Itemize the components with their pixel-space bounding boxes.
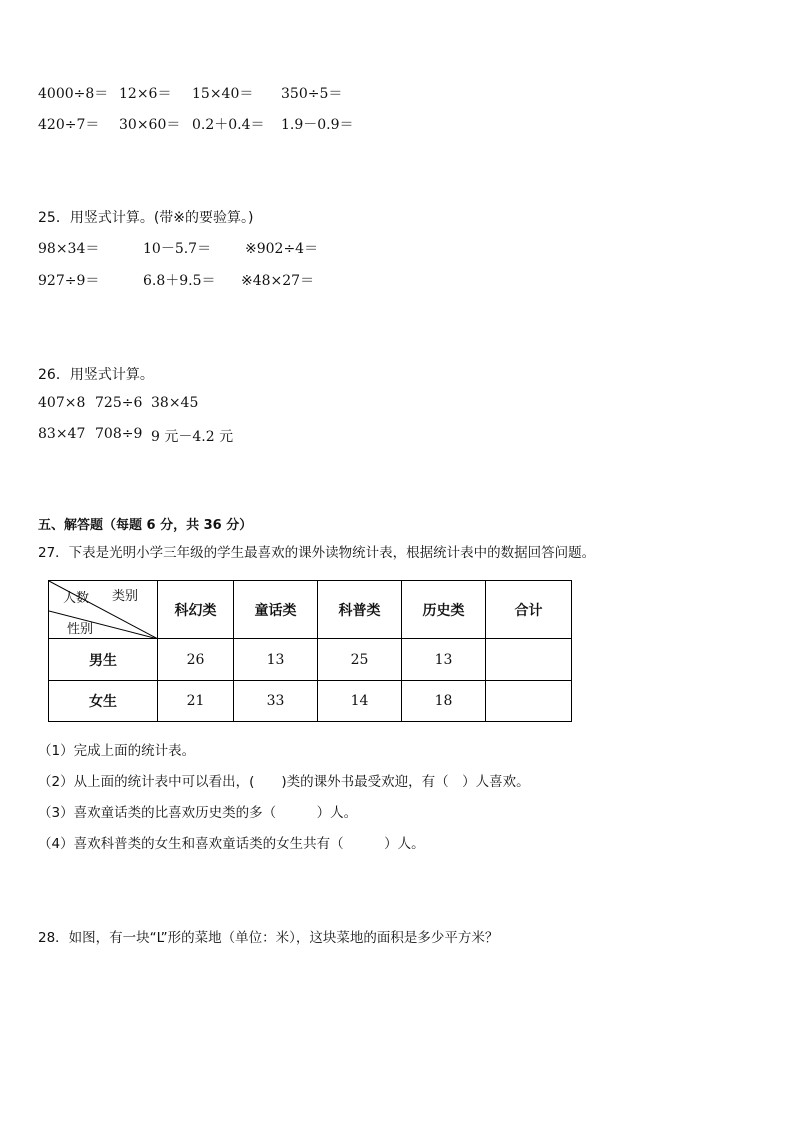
table-cell: 25 — [318, 639, 402, 681]
oral-problem: 15×40＝ — [192, 86, 254, 102]
table-corner-cell — [49, 581, 158, 639]
q27-subquestion-2: （2）从上面的统计表中可以看出，( )类的课外书最受欢迎，有（ ）人喜欢。 — [38, 774, 530, 790]
q26-problem: 725÷6 — [95, 395, 143, 411]
section-heading: 五、解答题（每题 6 分，共 36 分） — [38, 518, 253, 533]
oral-problem: 4000÷8＝ — [38, 86, 109, 102]
q27-subquestion-3: （3）喜欢童话类的比喜欢历史类的多（ ）人。 — [38, 805, 358, 821]
table-row — [49, 681, 572, 722]
q25-problem: ※902÷4＝ — [245, 241, 319, 257]
corner-label-gender: 性别 — [67, 622, 94, 637]
oral-problem: 350÷5＝ — [281, 86, 343, 102]
q26-problem: 83×47 — [38, 426, 86, 442]
q26-problem: 9 元－4.2 元 — [151, 429, 234, 445]
q25-problem: ※48×27＝ — [241, 273, 315, 289]
q27-title: 27．下表是光明小学三年级的学生最喜欢的课外读物统计表，根据统计表中的数据回答问题。 — [38, 545, 596, 561]
table-cell: 14 — [318, 681, 402, 722]
table-cell: 18 — [402, 681, 486, 722]
table-header-cell: 科普类 — [318, 581, 402, 639]
table-cell: 33 — [234, 681, 318, 722]
oral-problem: 30×60＝ — [119, 117, 181, 133]
oral-problem: 1.9－0.9＝ — [281, 117, 354, 133]
table-cell-total[interactable] — [486, 639, 572, 681]
q25-title: 25．用竖式计算。(带※的要验算。) — [38, 210, 254, 226]
table-cell: 26 — [158, 639, 234, 681]
q25-problem: 10－5.7＝ — [143, 241, 212, 257]
corner-label-category: 类别 — [112, 589, 139, 604]
q25-problem: 98×34＝ — [38, 241, 100, 257]
q26-problem: 38×45 — [151, 395, 199, 411]
table-header-row — [49, 581, 572, 639]
table-header-cell: 合计 — [486, 581, 572, 639]
table-cell: 21 — [158, 681, 234, 722]
table-header-cell: 童话类 — [234, 581, 318, 639]
stats-table — [48, 580, 572, 722]
table-cell-total[interactable] — [486, 681, 572, 722]
table-cell: 13 — [234, 639, 318, 681]
table-row-label: 女生 — [49, 681, 158, 722]
q27-subquestion-4: （4）喜欢科普类的女生和喜欢童话类的女生共有（ ）人。 — [38, 836, 425, 852]
q28-title: 28．如图，有一块“L”形的菜地（单位：米），这块菜地的面积是多少平方米？ — [38, 930, 499, 946]
oral-problem: 12×6＝ — [119, 86, 172, 102]
q26-title: 26．用竖式计算。 — [38, 367, 154, 383]
q26-problem: 407×8 — [38, 395, 86, 411]
table-header-cell: 历史类 — [402, 581, 486, 639]
oral-problem: 420÷7＝ — [38, 117, 100, 133]
table-cell: 13 — [402, 639, 486, 681]
table-row — [49, 639, 572, 681]
corner-label-count: 人数 — [63, 591, 90, 606]
oral-problem: 0.2＋0.4＝ — [192, 117, 265, 133]
q27-subquestion-1: （1）完成上面的统计表。 — [38, 743, 196, 759]
table-row-label: 男生 — [49, 639, 158, 681]
table-header-cell: 科幻类 — [158, 581, 234, 639]
q26-problem: 708÷9 — [95, 426, 143, 442]
q25-problem: 6.8＋9.5＝ — [143, 273, 216, 289]
q25-problem: 927÷9＝ — [38, 273, 100, 289]
